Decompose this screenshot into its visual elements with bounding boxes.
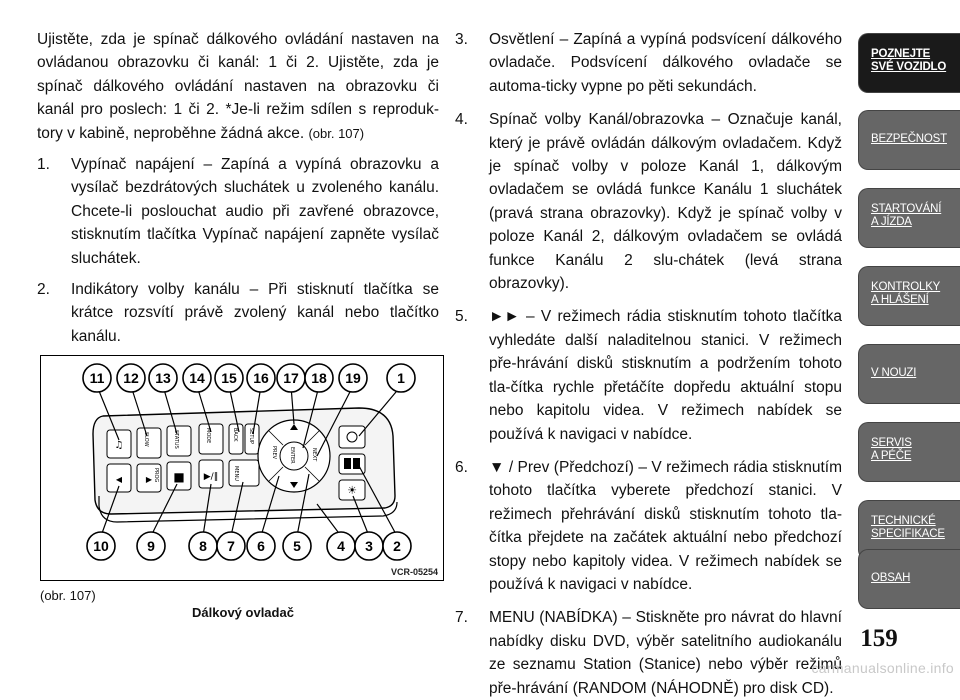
tab-bezpecnost[interactable] xyxy=(858,110,960,170)
left-column xyxy=(37,28,439,348)
tab-label: POZNEJTE xyxy=(871,48,931,60)
svg-text:▶: ▶ xyxy=(145,475,153,484)
callout-number: 9 xyxy=(147,538,155,554)
figure-caption: Dálkový ovladač xyxy=(192,605,294,620)
tab-servis-a-pece[interactable] xyxy=(858,422,960,482)
tab-label: SVÉ VOZIDLO xyxy=(871,61,947,73)
tab-startovani-a-jizda[interactable] xyxy=(858,188,960,248)
back-label: BACK xyxy=(232,428,238,442)
callout-number: 3 xyxy=(365,538,373,554)
tab-kontrolky-a-hlaseni[interactable] xyxy=(858,266,960,326)
menu-label: MENU xyxy=(233,466,239,481)
tab-label: KONTROLKY xyxy=(871,281,941,293)
bottom-callouts xyxy=(87,532,411,560)
remote-control-figure xyxy=(40,355,444,581)
list-item-text: Vypínač napájení – Zapíná a vypíná obrazovku a vysílač bezdrátových sluchátek u zvoleného kanálu. Chcete-li poslouchat audio při zavřené obrazovce, stisknutím tlačítka Vypínač napájení zapněte vysílač sluchátek. xyxy=(71,156,439,267)
enter-label: ENTER xyxy=(289,447,295,464)
callout-number: 2 xyxy=(393,538,401,554)
power-button xyxy=(339,426,365,448)
list-item-number: 5. xyxy=(455,308,468,326)
remote-control-illustration xyxy=(41,356,442,579)
tab-label: V NOUZI xyxy=(871,367,917,379)
tab-label: OBSAH xyxy=(871,572,911,584)
callout-number: 11 xyxy=(89,370,105,386)
slow-label: SLOW xyxy=(143,432,149,447)
tab-obsah[interactable] xyxy=(858,549,960,609)
remote-body xyxy=(93,408,397,522)
callout-number: 5 xyxy=(293,538,301,554)
callout-number: 7 xyxy=(227,538,235,554)
list-item xyxy=(455,456,842,596)
svg-text:☀: ☀ xyxy=(347,484,357,497)
intro-paragraph: Ujistěte, zda je spínač dálkového ovládání nastaven na ovládanou obrazovku či kanál: 1 či 2. Ujistěte, zda je spínač dálkového ovládání nastaven na obrazovku či kanál pro poslech: 1 či 2. *Je-li režim sdílen s reproduk-tory v kabině, neproběhne žádná akce. (obr. 107) xyxy=(37,31,439,142)
watermark: carmanualsonline.info xyxy=(811,660,954,676)
setup-label: SETUP xyxy=(248,428,254,445)
tab-label: A HLÁŠENÍ xyxy=(871,294,929,306)
tab-v-nouzi[interactable] xyxy=(858,344,960,404)
top-callouts xyxy=(83,364,415,392)
list-item xyxy=(37,278,439,348)
prev-label: PREV xyxy=(271,446,277,460)
list-item-text: ▼ / Prev (Předchozí) – V režimech rádia stisknutím tohoto tlačítka vyberete předchozí stanici. V režimech přehrávání disků stisknutím tohoto tla-čítka přejdete na začátek aktuální nebo předchozí stopy nebo kapitoly videa. V režimech nabídek se používá k navigaci v nabídce. xyxy=(489,458,842,593)
svg-text:■: ■ xyxy=(173,470,185,484)
callout-number: 8 xyxy=(199,538,207,554)
list-item-text: Spínač volby Kanál/obrazovka – Označuje kanál, který je právě ovládán dálkovým ovladačem. Když je spínač volby v poloze Kanál 1, dálkovým ovladačem se ovládá funkce Kanálu 1 sluchátek (pravá strana obrazovky). Když je spínač volby v poloze Kanál 2, dálkovým ovladačem se ovládá funkce Kanálu 2 slu-chátek (levá strana obrazovky). xyxy=(489,111,842,293)
next-label: NEXT xyxy=(311,448,317,462)
list-item-text: Indikátory volby kanálu – Při stisknutí tlačítka se krátce rozsvítí právě zvolený kanál nebo tlačítko kanálu. xyxy=(71,281,439,345)
figure-code: VCR-05254 xyxy=(390,567,438,577)
list-item-text: ►► – V režimech rádia stisknutím tohoto tlačítka vyhledáte další naladitelnou stanici. V režimech pře-hrávání disků stisknutím a podržením tohoto tla-čítka rychle přetáčíte dopředu aktuální stopu nebo kapitolu videa. V režimech nabídek se používá k navigaci v nabídce. xyxy=(489,308,842,443)
callout-number: 19 xyxy=(345,370,361,386)
tab-label: TECHNICKÉ xyxy=(871,515,936,527)
mode-label: MODE xyxy=(205,428,211,444)
right-column xyxy=(455,28,842,700)
tab-poznejte-sve-vozidlo[interactable] xyxy=(858,33,960,93)
tab-label: A JÍZDA xyxy=(871,216,912,228)
list-item xyxy=(455,305,842,445)
callout-number: 10 xyxy=(93,538,109,554)
callout-number: 4 xyxy=(337,538,345,554)
status-label: STATUS xyxy=(173,430,179,449)
list-item xyxy=(37,153,439,270)
list-item-number: 3. xyxy=(455,31,468,48)
svg-text:◀: ◀ xyxy=(115,475,123,484)
list-item-text: Osvětlení – Zapíná a vypíná podsvícení dálkového ovladače. Podsvícení dálkového ovladače se automa-ticky vypne po pěti sekundách. xyxy=(489,31,842,95)
list-item xyxy=(455,28,842,98)
tab-label: SPECIFIKACE xyxy=(871,528,945,540)
callout-number: 18 xyxy=(311,370,327,386)
list-item xyxy=(455,606,842,700)
list-item-number: 6. xyxy=(455,458,468,476)
callout-number: 12 xyxy=(123,370,139,386)
tab-label: A PÉČE xyxy=(871,450,912,462)
tab-label: BEZPEČNOST xyxy=(871,133,947,145)
list-item-text: MENU (NABÍDKA) – Stiskněte pro návrat do hlavní nabídky disku DVD, výběr satelitního audiokanálu ze seznamu Station (Stanice) nebo výběr režimů pře-hrávání (RANDOM (NÁHODNĚ) pro disk CD). xyxy=(489,609,842,697)
svg-text:▶/‖: ▶/‖ xyxy=(203,472,219,482)
page-number: 159 xyxy=(860,625,898,652)
figure-reference: (obr. 107) xyxy=(308,125,365,141)
callout-number: 15 xyxy=(221,370,237,386)
callout-number: 14 xyxy=(189,370,205,386)
prog-label: PROG xyxy=(153,468,159,483)
callout-number: 16 xyxy=(253,370,269,386)
callout-number: 6 xyxy=(257,538,265,554)
list-item-number: 1. xyxy=(37,156,50,174)
callout-number: 1 xyxy=(397,370,405,386)
figure-ref: (obr. 107) xyxy=(40,588,96,603)
list-item-number: 4. xyxy=(455,111,468,129)
list-item-number: 7. xyxy=(455,609,468,627)
tab-label: SERVIS xyxy=(871,437,912,449)
svg-text:♫: ♫ xyxy=(114,440,124,451)
list-item-number: 2. xyxy=(37,281,50,299)
callout-number: 17 xyxy=(283,370,299,386)
list-item xyxy=(455,108,842,295)
tab-label: STARTOVÁNÍ xyxy=(871,203,942,215)
callout-number: 13 xyxy=(155,370,171,386)
